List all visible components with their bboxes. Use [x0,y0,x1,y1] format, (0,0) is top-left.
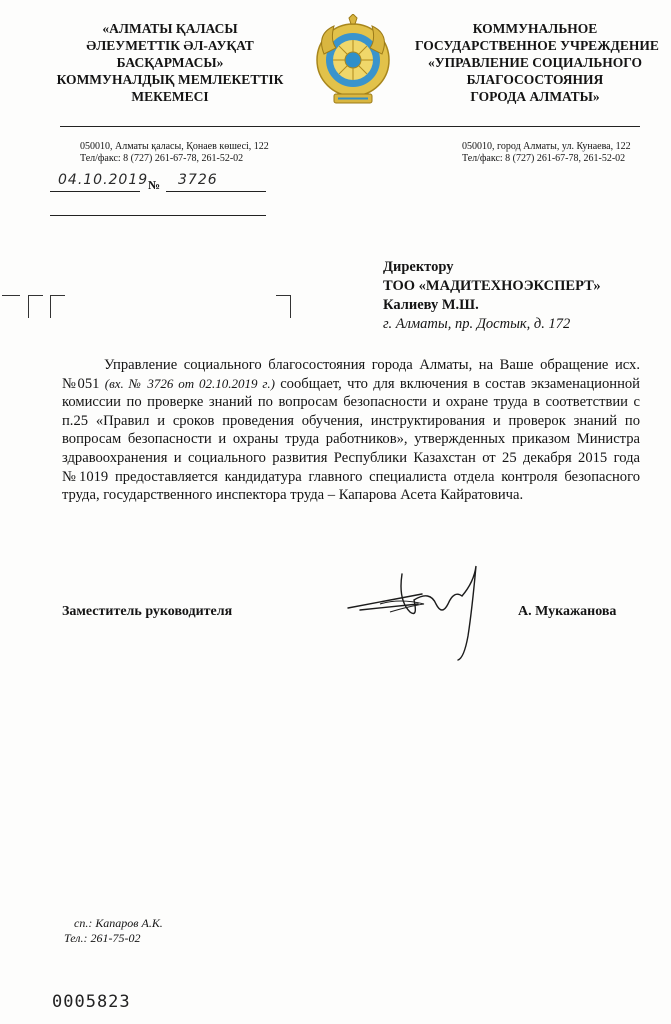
recipient-address: г. Алматы, пр. Достык, д. 172 [383,316,571,332]
header-left-line: МЕКЕМЕСІ [131,89,209,104]
recipient-title: Директору [383,259,454,275]
header-divider [60,126,640,127]
header-left-line: ӘЛЕУМЕТТІК ӘЛ-АУҚАТ [86,38,254,53]
address-corner-mark [28,295,43,318]
letter-body-part1: Управление социального благосостояния города Алматы, на Ваше обращение исх. №051 [62,357,640,392]
right-address [462,141,631,165]
address-corner-mark [2,295,20,296]
registration-extra-line [50,215,266,216]
header-left [55,20,285,105]
header-right-line: БЛАГОСОСТОЯНИЯ [466,72,604,87]
serial-number: 0005823 [52,992,131,1012]
left-address-street: 050010, Алматы қаласы, Қонаев көшесі, 122 [80,141,269,152]
header-left-line: «АЛМАТЫ ҚАЛАСЫ [102,21,238,36]
recipient-name: Калиеву М.Ш. [383,297,479,313]
registration-date-line [50,191,140,192]
left-address [80,141,269,165]
registration-number-label: № [148,178,161,192]
executor-name: сп.: Капаров А.К. [74,916,163,930]
registration-number-line [166,191,266,192]
handwritten-signature [340,560,500,665]
header-right-line: ГОРОДА АЛМАТЫ» [470,89,600,104]
header-right [415,20,659,105]
recipient-block [383,258,601,334]
address-corner-mark [50,295,65,318]
recipient-organization: ТОО «МАДИТЕХНОЭКСПЕРТ» [383,278,601,294]
executor-block [64,916,163,946]
right-address-phone: Тел/факс: 8 (727) 261-67-78, 261-52-02 [462,153,626,164]
executor-phone: Тел.: 261-75-02 [64,931,141,945]
address-corner-mark [276,295,291,318]
header-left-line: БАСҚАРМАСЫ» [116,55,224,70]
letter-body-reference: (вх. № 3726 от 02.10.2019 г.) [104,375,275,391]
signatory-name: А. Мукажанова [518,604,617,619]
letter-body-part2: сообщает, что для включения в состав экзаменационной комиссии по проверке знаний по вопросам безопасности и охране труда в соответствии с п.25 «Правил и сроков проведения обучения, инструктирования и проверок знаний по вопросам безопасности и охраны труда работников», утвержденных приказом Министра здравоохранения и социального развития Республики Казахстан от 25 декабря 2015 года №1019 предоставляется кандидатура главного специалиста отдела контроля безопасного труда, государственного инспектора труда – Капарова Асета Кайратовича. [62,375,640,504]
registration-number: 3726 [178,172,218,188]
registration-date: 04.10.2019 [58,172,149,188]
kazakhstan-state-emblem-icon [312,14,394,110]
right-address-street: 050010, город Алматы, ул. Кунаева, 122 [462,141,631,152]
header-right-line: ГОСУДАРСТВЕННОЕ УЧРЕЖДЕНИЕ [415,38,659,53]
header-right-line: КОММУНАЛЬНОЕ [472,21,598,36]
signatory-position: Заместитель руководителя [62,604,233,619]
header-right-line: «УПРАВЛЕНИЕ СОЦИАЛЬНОГО [427,55,643,70]
left-address-phone: Тел/факс: 8 (727) 261-67-78, 261-52-02 [80,153,244,164]
header-left-line: КОММУНАЛДЫҚ МЕМЛЕКЕТТІК [56,72,284,87]
letter-body [62,356,640,505]
